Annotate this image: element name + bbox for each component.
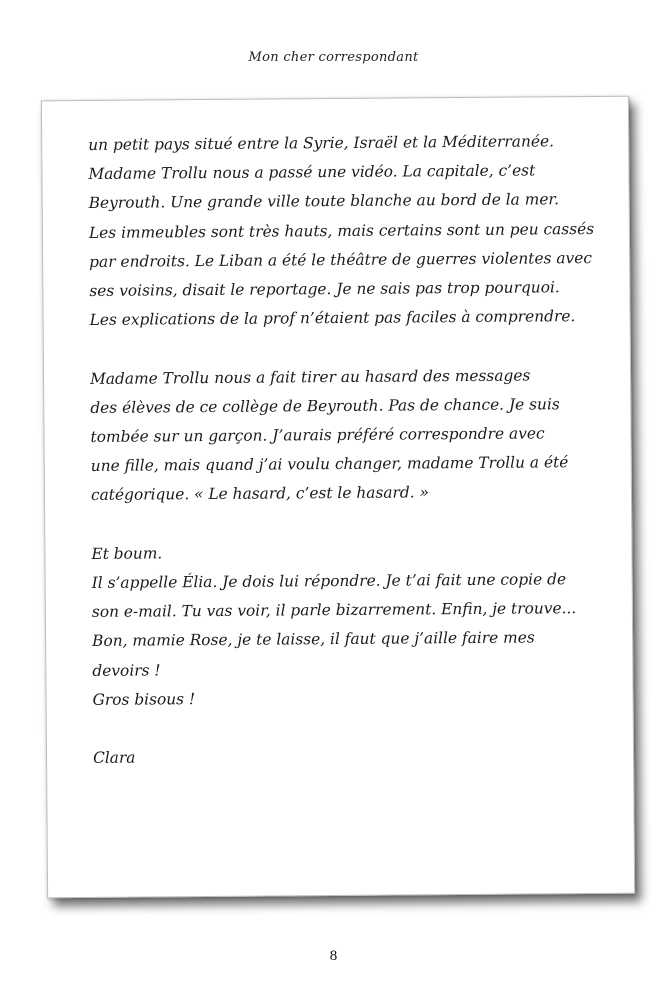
signature: Clara [92,748,136,768]
running-title: Mon cher correspondant [248,50,419,65]
letter-line: Gros bisous ! [92,689,196,709]
letter-line: Beyrouth. Une grande ville toute blanche au bord de la mer. [88,190,560,213]
letter-line: ses voisins, disait le reportage. Je ne sais pas trop pourquoi. [89,278,560,300]
letter-line: Les immeubles sont très hauts, mais certains sont un peu cassés [88,219,595,242]
letter-line: devoirs ! [92,661,161,680]
letter-line: Et boum. [91,544,163,563]
letter-line: des élèves de ce collège de Beyrouth. Pas de chance. Je suis [90,395,560,417]
letter-line: Bon, mamie Rose, je te laisse, il faut que j’aille faire mes [92,628,535,651]
paragraph-1 [88,127,610,335]
letter-line: Les explications de la prof n’étaient pas faciles à comprendre. [89,307,576,330]
letter-line: un petit pays situé entre la Syrie, Israël et la Méditerranée. [88,132,555,154]
letter-line: Il s’appelle Élia. Je dois lui répondre. Je t’ai fait une copie de [91,570,567,592]
paragraph-gap [90,331,610,364]
letter-line: Madame Trollu nous a passé une vidéo. La capitale, c’est [88,161,536,184]
letter-line: son e-mail. Tu vas voir, il parle bizarrement. Enfin, je trouve... [91,599,577,622]
paragraph-gap [93,711,613,744]
paragraph-3 [91,536,612,715]
letter-line: catégorique. « Le hasard, c’est le hasard. » [90,483,429,505]
letter-line: par endroits. Le Liban a été le théâtre de guerres violentes avec [89,248,593,271]
letter-line: une fille, mais quand j’ai voulu changer, madame Trollu a été [90,453,569,476]
page-number: 8 [329,948,338,964]
letter-body [88,127,613,773]
letter-sheet [41,96,635,899]
paragraph-2 [90,360,611,510]
paragraph-gap [91,506,611,539]
letter-line: tombée sur un garçon. J’aurais préféré correspondre avec [90,424,545,446]
letter-line: Madame Trollu nous a fait tirer au hasard des messages [89,366,531,388]
